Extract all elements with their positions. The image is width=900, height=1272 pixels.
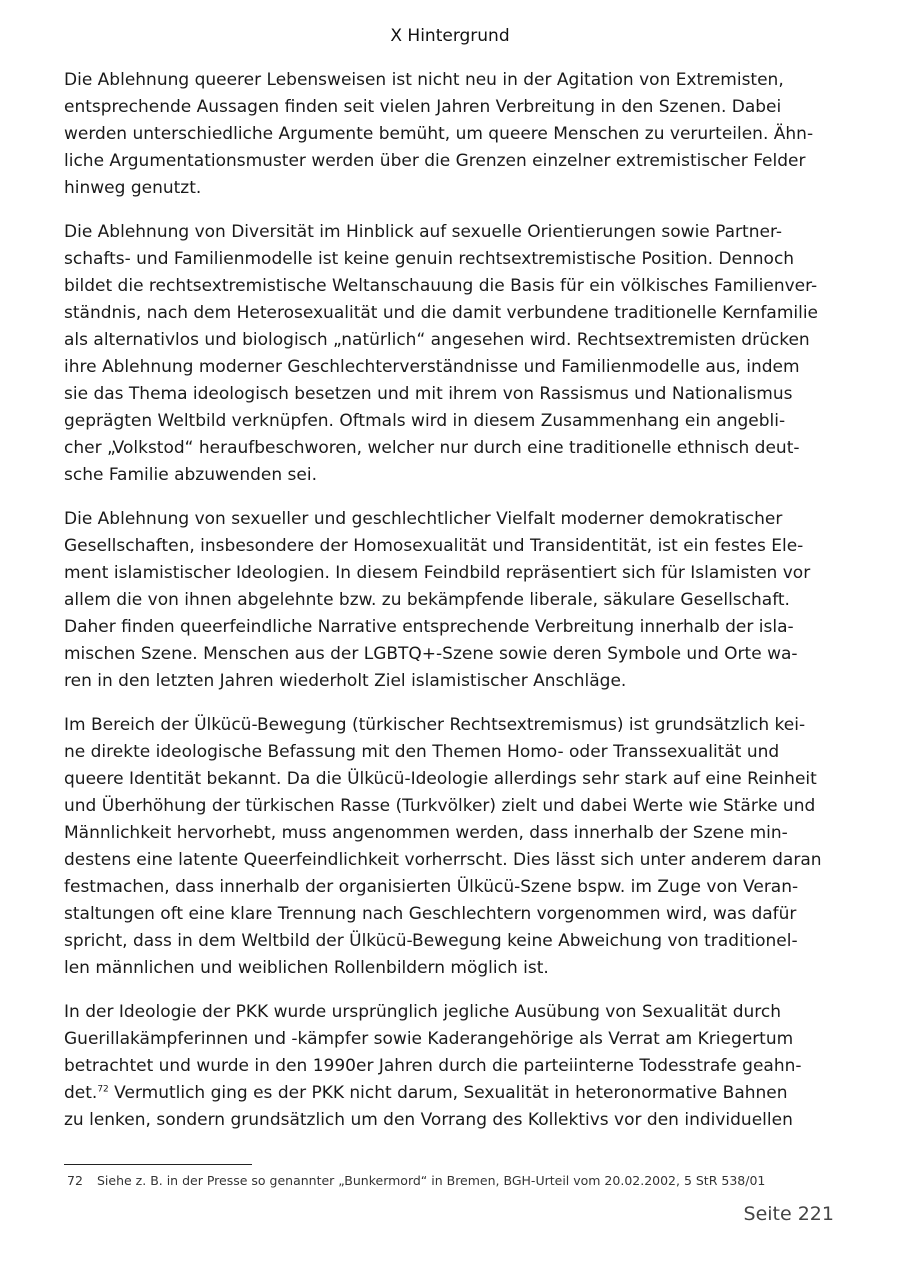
text-line: cher „Volkstod“ heraufbeschworen, welcher nur durch eine traditionelle ethnisch deut- <box>64 438 800 458</box>
footnote-reference[interactable]: 72 <box>97 1084 109 1095</box>
text-line: ment islamistischer Ideologien. In diesem Feindbild repräsentiert sich für Islamisten vor <box>64 563 811 583</box>
text-line: allem die von ihnen abgelehnte bzw. zu bekämpfende liberale, säkulare Gesellschaft. <box>64 590 790 610</box>
text-line: mischen Szene. Menschen aus der LGBTQ+-Szene sowie deren Symbole und Orte wa- <box>64 644 798 664</box>
text-line: queere Identität bekannt. Da die Ülkücü-Ideologie allerdings sehr stark auf eine Reinheit <box>64 769 817 789</box>
text-line: liche Argumentationsmuster werden über die Grenzen einzelner extremistischer Felder <box>64 151 806 171</box>
paragraph-5 <box>64 999 838 1134</box>
footnote-divider <box>64 1164 252 1165</box>
text-line: hinweg genutzt. <box>64 178 202 198</box>
running-header: X Hintergrund <box>390 26 510 46</box>
text-line: geprägten Weltbild verknüpfen. Oftmals wird in diesem Zusammenhang ein angebli- <box>64 411 786 431</box>
text-line: und Überhöhung der türkischen Rasse (Turkvölker) zielt und dabei Werte wie Stärke und <box>64 796 816 816</box>
paragraph-3 <box>64 506 838 695</box>
paragraph-1 <box>64 67 838 202</box>
text-line: Im Bereich der Ülkücü-Bewegung (türkischer Rechtsextremismus) ist grundsätzlich kei- <box>64 715 806 735</box>
text-line: ren in den letzten Jahren wiederholt Ziel islamistischer Anschläge. <box>64 671 627 691</box>
footnote-text: Siehe z. B. in der Presse so genannter „Bunkermord“ in Bremen, BGH-Urteil vom 20.02.2002, 5 StR 538/01 <box>97 1173 766 1188</box>
body-text <box>64 67 838 1151</box>
text-line: Die Ablehnung queerer Lebensweisen ist nicht neu in der Agitation von Extremisten, <box>64 70 784 90</box>
text-fragment: Vermutlich ging es der PKK nicht darum, Sexualität in heteronormative Bahnen <box>108 1083 788 1103</box>
text-line: Männlichkeit hervorhebt, muss angenommen werden, dass innerhalb der Szene min- <box>64 823 788 843</box>
text-line: sche Familie abzuwenden sei. <box>64 465 317 485</box>
footnote <box>67 1172 765 1190</box>
footnote-number: 72 <box>67 1173 83 1188</box>
text-line: Guerillakämpferinnen und -kämpfer sowie Kaderangehörige als Verrat am Kriegertum <box>64 1029 794 1049</box>
text-line: Gesellschaften, insbesondere der Homosexualität und Transidentität, ist ein festes Ele- <box>64 536 804 556</box>
text-fragment: det. <box>64 1083 98 1103</box>
text-line <box>64 1080 838 1107</box>
paragraph-4 <box>64 712 838 982</box>
text-line: destens eine latente Queerfeindlichkeit vorherrscht. Dies lässt sich unter anderem daran <box>64 850 822 870</box>
text-line: spricht, dass in dem Weltbild der Ülkücü-Bewegung keine Abweichung von traditionel- <box>64 931 798 951</box>
text-line: festmachen, dass innerhalb der organisierten Ülkücü-Szene bspw. im Zuge von Veran- <box>64 877 799 897</box>
text-line: Daher finden queerfeindliche Narrative entsprechende Verbreitung innerhalb der isla- <box>64 617 794 637</box>
text-line: als alternativlos und biologisch „natürlich“ angesehen wird. Rechtsextremisten drücken <box>64 330 810 350</box>
text-line: staltungen oft eine klare Trennung nach Geschlechtern vorgenommen wird, was dafür <box>64 904 797 924</box>
text-line: Die Ablehnung von sexueller und geschlechtlicher Vielfalt moderner demokratischer <box>64 509 783 529</box>
text-line: sie das Thema ideologisch besetzen und mit ihrem von Rassismus und Nationalismus <box>64 384 793 404</box>
paragraph-2 <box>64 219 838 489</box>
page-number: Seite 221 <box>743 1203 834 1225</box>
text-line: In der Ideologie der PKK wurde ursprünglich jegliche Ausübung von Sexualität durch <box>64 1002 782 1022</box>
text-line: zu lenken, sondern grundsätzlich um den Vorrang des Kollektivs vor den individuellen <box>64 1110 793 1130</box>
text-line: betrachtet und wurde in den 1990er Jahren durch die parteiinterne Todesstrafe geahn- <box>64 1056 802 1076</box>
text-line: ihre Ablehnung moderner Geschlechterverständnisse und Familienmodelle aus, indem <box>64 357 800 377</box>
text-line: bildet die rechtsextremistische Weltanschauung die Basis für ein völkisches Familienver- <box>64 276 818 296</box>
text-line: schafts- und Familienmodelle ist keine genuin rechtsextremistische Position. Dennoch <box>64 249 795 269</box>
text-line: ne direkte ideologische Befassung mit den Themen Homo- oder Transsexualität und <box>64 742 780 762</box>
text-line: ständnis, nach dem Heterosexualität und die damit verbundene traditionelle Kernfamilie <box>64 303 819 323</box>
text-line: entsprechende Aussagen finden seit vielen Jahren Verbreitung in den Szenen. Dabei <box>64 97 782 117</box>
text-line: len männlichen und weiblichen Rollenbildern möglich ist. <box>64 958 549 978</box>
text-line: werden unterschiedliche Argumente bemüht, um queere Menschen zu verurteilen. Ähn- <box>64 124 814 144</box>
text-line: Die Ablehnung von Diversität im Hinblick auf sexuelle Orientierungen sowie Partner- <box>64 222 782 242</box>
